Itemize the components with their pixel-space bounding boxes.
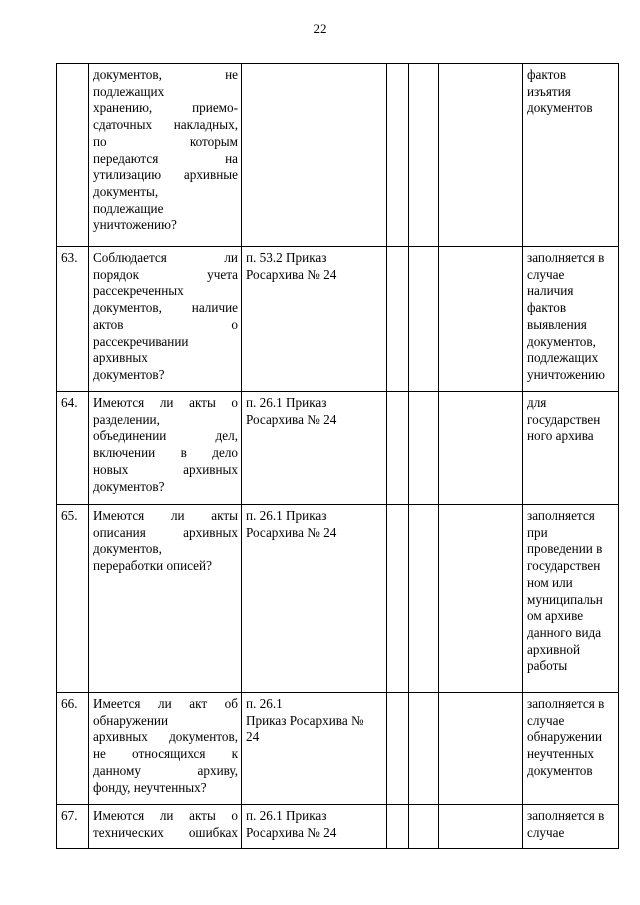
question-line: архивных документов, [93, 729, 238, 745]
answer-na-cell [439, 64, 523, 247]
table-row [57, 693, 619, 805]
note-cell: для государствен ного архива [523, 392, 619, 505]
question-line: документов? [93, 366, 165, 382]
question-cell [89, 505, 242, 693]
question-line: рассекречивании [93, 333, 189, 349]
answer-na-cell [439, 505, 523, 693]
row-number: 64. [57, 392, 89, 505]
answer-yes-cell [387, 805, 409, 849]
note-cell: заполняется в случае наличия фактов выявления документов, подлежащих уничтожению [523, 247, 619, 392]
note-cell: заполняется в случае обнаружении неучтенных документов [523, 693, 619, 805]
note-cell: заполняется в случае [523, 805, 619, 849]
legal-basis-cell: п. 26.1 Приказ Росархива № 24 [242, 805, 387, 849]
question-line: по которым [93, 133, 238, 149]
question-cell [89, 247, 242, 392]
question-line: Имеются ли акты [93, 508, 238, 523]
question-line: объединении дел, [93, 428, 238, 444]
question-line: подлежащих [93, 83, 165, 99]
question-line: Соблюдается ли [93, 250, 238, 265]
legal-basis-cell: п. 26.1 Приказ Росархива № 24 [242, 392, 387, 505]
question-cell [89, 392, 242, 505]
row-number: 67. [57, 805, 89, 849]
answer-no-cell [409, 505, 439, 693]
answer-no-cell [409, 693, 439, 805]
table-row [57, 247, 619, 392]
question-line: не относящихся к [93, 746, 238, 762]
row-number: 65. [57, 505, 89, 693]
question-line: технических ошибках [93, 824, 238, 840]
question-line: переработки описей? [93, 558, 212, 574]
legal-basis-cell [242, 64, 387, 247]
question-line: рассекреченных [93, 283, 184, 299]
answer-na-cell [439, 247, 523, 392]
answer-yes-cell [387, 392, 409, 505]
legal-basis-cell: п. 53.2 Приказ Росархива № 24 [242, 247, 387, 392]
row-number: 63. [57, 247, 89, 392]
question-line: порядок учета [93, 266, 238, 282]
answer-yes-cell [387, 693, 409, 805]
answer-na-cell [439, 693, 523, 805]
question-line: документов, [93, 541, 162, 557]
question-line: документы, [93, 183, 159, 199]
question-line: документов, не [93, 67, 238, 82]
answer-no-cell [409, 64, 439, 247]
answer-yes-cell [387, 505, 409, 693]
checklist-table [56, 63, 619, 849]
question-line: подлежащие [93, 200, 164, 216]
question-line: данному архиву, [93, 762, 238, 778]
answer-no-cell [409, 247, 439, 392]
note-cell: фактов изъятия документов [523, 64, 619, 247]
table-row [57, 805, 619, 849]
question-line: включении в дело [93, 445, 238, 461]
question-line: уничтожению? [93, 217, 177, 233]
question-line: документов? [93, 478, 165, 494]
question-line: разделении, [93, 411, 160, 427]
question-line: новых архивных [93, 461, 238, 477]
table-row [57, 505, 619, 693]
row-number: 66. [57, 693, 89, 805]
legal-basis-cell: п. 26.1 Приказ Росархива № 24 [242, 693, 387, 805]
question-line: Имеются ли акты о [93, 395, 238, 410]
question-line: сдаточных накладных, [93, 117, 238, 133]
answer-no-cell [409, 805, 439, 849]
answer-yes-cell [387, 64, 409, 247]
question-cell [89, 805, 242, 849]
question-line: Имеется ли акт об [93, 696, 238, 711]
question-line: актов о [93, 316, 238, 332]
question-line: Имеются ли акты о [93, 808, 238, 823]
question-cell [89, 693, 242, 805]
note-cell: заполняется при проведении в государствен ном или муниципальн ом архиве данного вида архивной работы [523, 505, 619, 693]
table-row [57, 64, 619, 247]
question-line: архивных [93, 350, 148, 366]
answer-yes-cell [387, 247, 409, 392]
question-cell [89, 64, 242, 247]
question-line: документов, наличие [93, 300, 238, 316]
question-line: передаются на [93, 150, 238, 166]
row-number [57, 64, 89, 247]
question-line: хранению, приемо- [93, 100, 238, 116]
question-line: описания архивных [93, 524, 238, 540]
answer-na-cell [439, 392, 523, 505]
question-line: фонду, неучтенных? [93, 779, 207, 795]
question-line: утилизацию архивные [93, 167, 238, 183]
table-row [57, 392, 619, 505]
page-number: 22 [313, 21, 327, 36]
answer-no-cell [409, 392, 439, 505]
answer-na-cell [439, 805, 523, 849]
legal-basis-cell: п. 26.1 Приказ Росархива № 24 [242, 505, 387, 693]
question-line: обнаружении [93, 712, 169, 728]
